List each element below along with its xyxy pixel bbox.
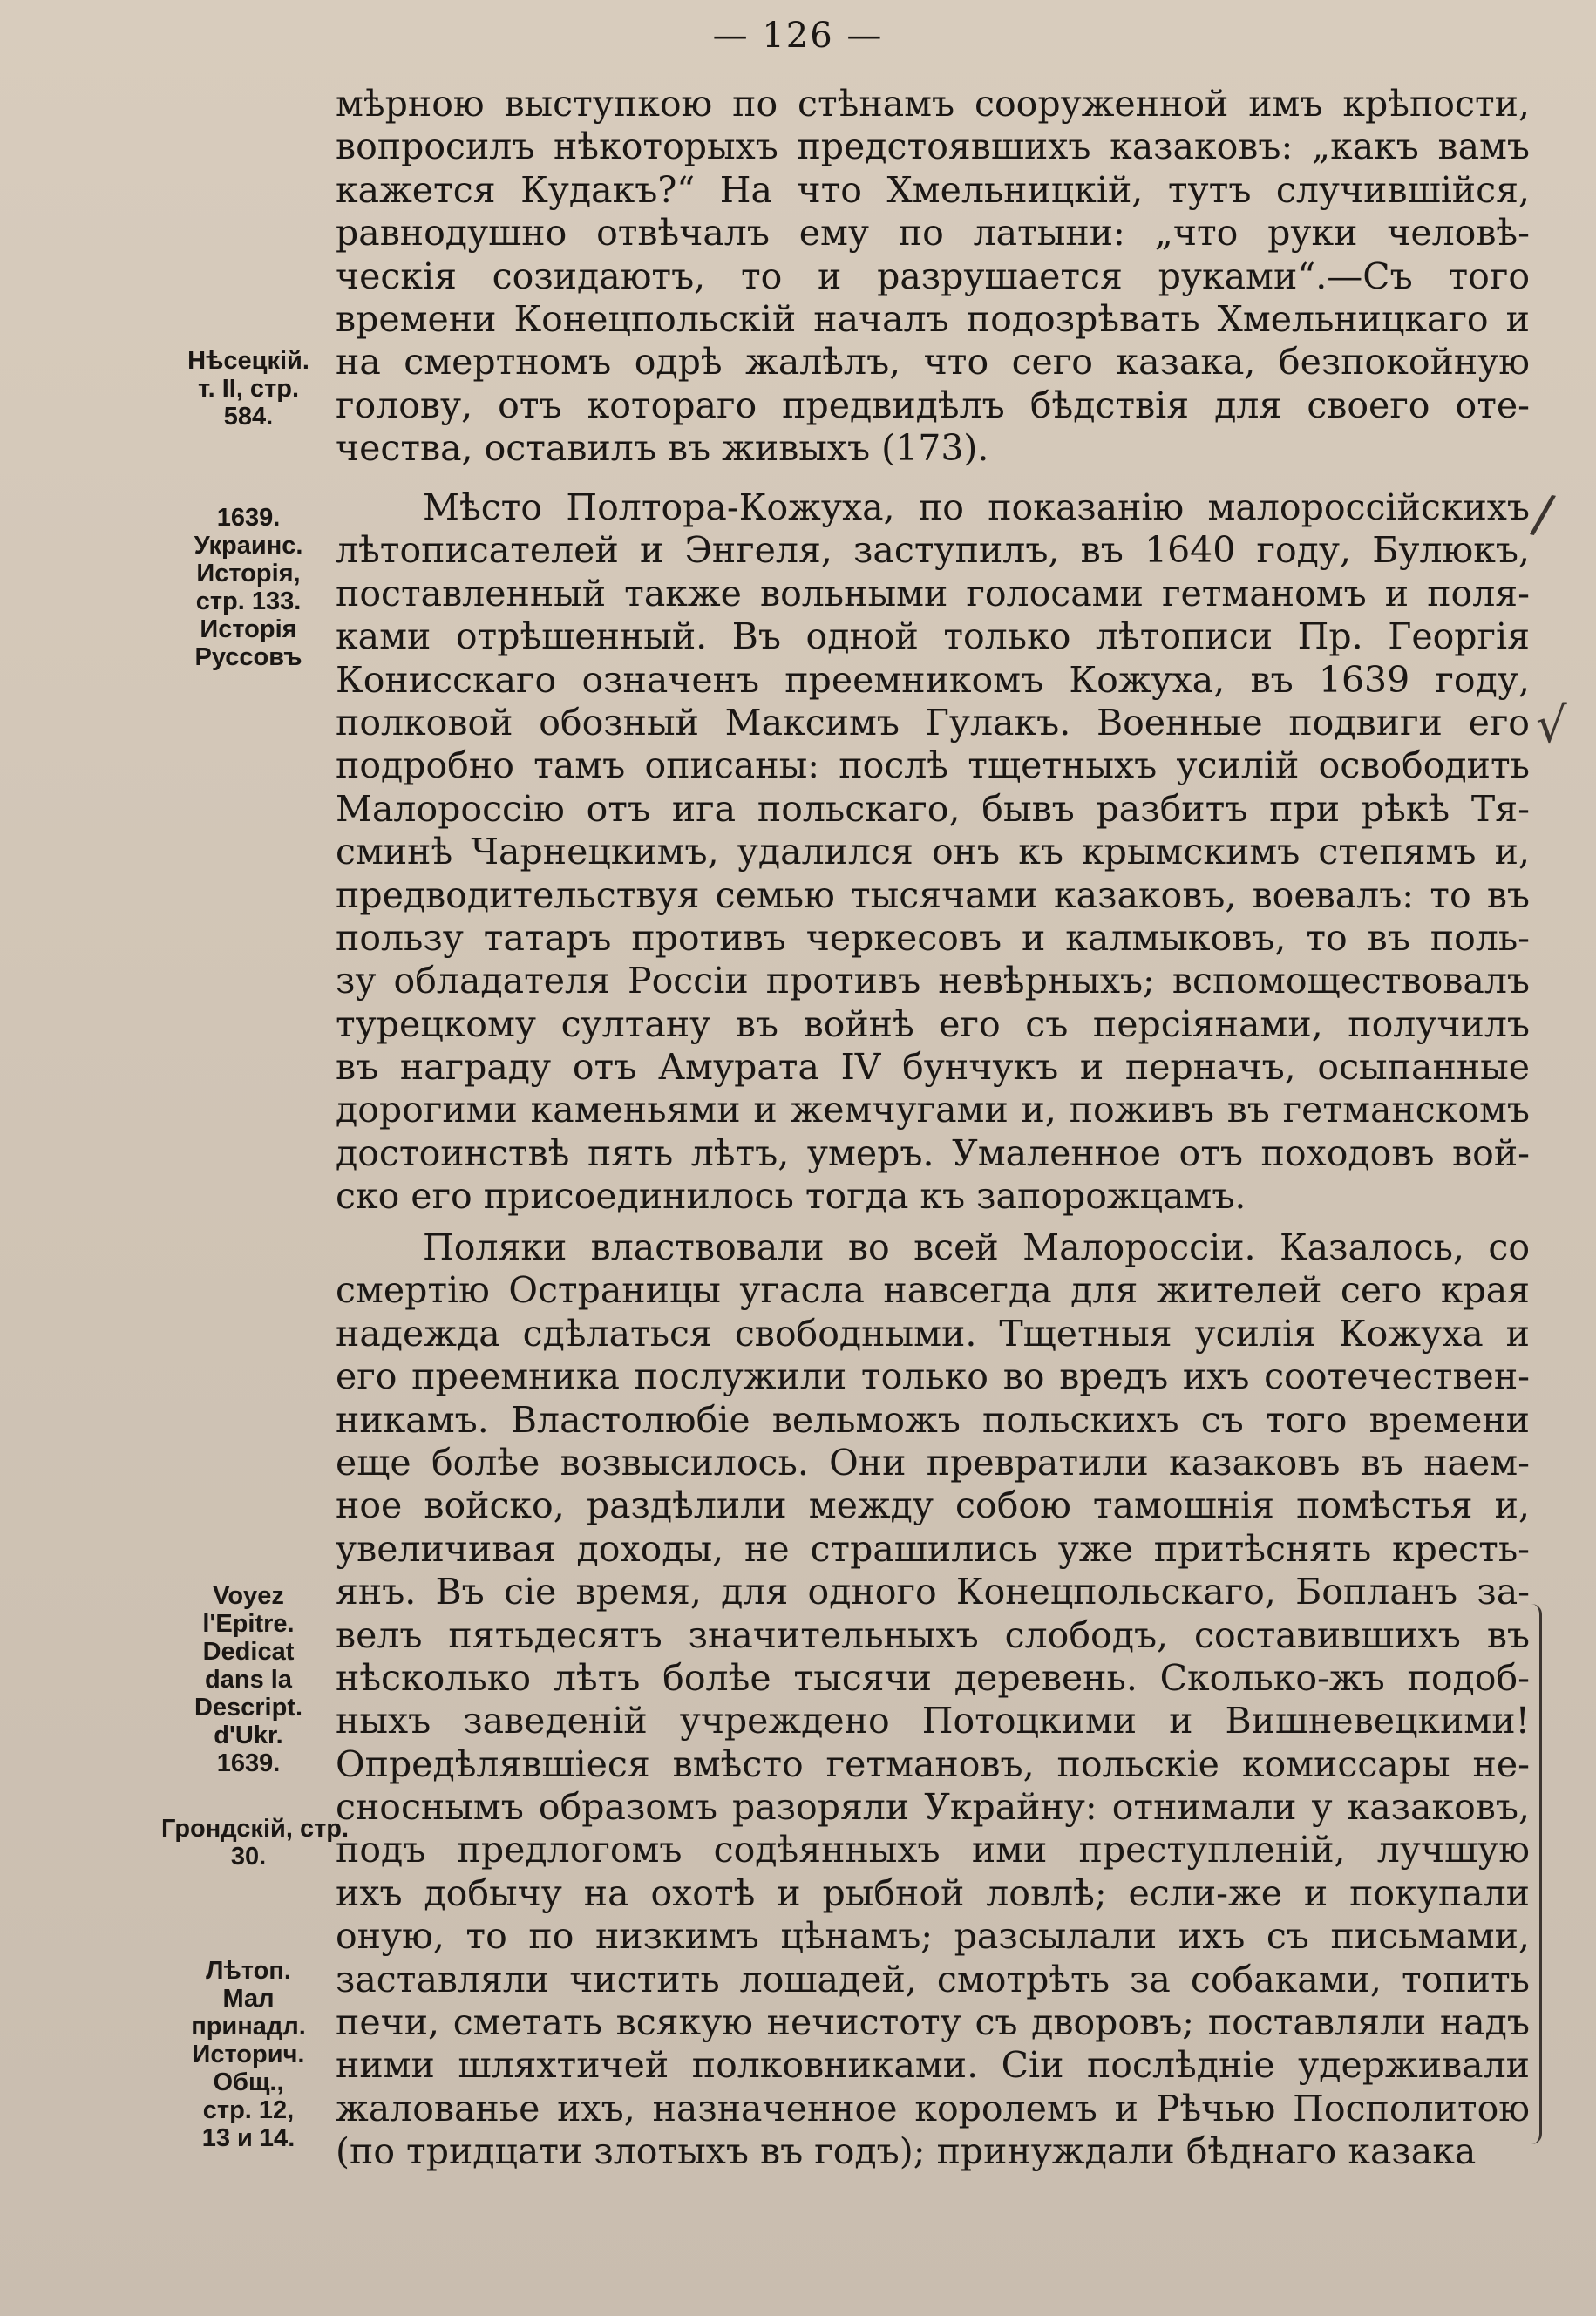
paragraph-3	[336, 1226, 1530, 2174]
text-line: заставляли чистить лошадей, смотрѣть за собаками, топить	[336, 1958, 1530, 2000]
text-line: турецкому султану въ войнѣ его съ персіянами, получилъ	[336, 1002, 1530, 1045]
text-line: времени Конецпольскій началъ подозрѣвать Хмельницкаго и	[336, 297, 1530, 340]
margin-note-line: 1639.	[216, 504, 281, 532]
margin-note-grondsky	[161, 1815, 350, 1871]
margin-note-line: принадл.	[191, 2013, 306, 2041]
text-line: зу обладателя Россіи противъ невѣрныхъ; вспомоществовалъ	[336, 960, 1530, 1002]
text-line: ное войско, раздѣлили между собою тамошнія помѣстья и,	[336, 1484, 1530, 1527]
margin-note-letopis	[161, 1957, 336, 2152]
margin-note-line: Лѣтоп.	[206, 1957, 291, 1985]
text-line: ними шляхтичей полковниками. Сіи послѣдніе удерживали	[336, 2044, 1530, 2087]
text-line: полковой обозный Максимъ Гулакъ. Военные подвиги его	[336, 701, 1530, 744]
text-line: на смертномъ одрѣ жалѣлъ, что сего казака, безпокойную	[336, 341, 1530, 384]
text-line: мѣрною выступкою по стѣнамъ сооруженной имъ крѣпости,	[336, 83, 1530, 125]
margin-note-line: 1639.	[216, 1749, 281, 1777]
margin-note-line: Voyez	[213, 1582, 284, 1610]
text-line: Поляки властвовали во всей Малороссіи. Казалось, со	[423, 1226, 1530, 1268]
page-number: — 126 —	[712, 16, 884, 56]
margin-note-line: Исторія	[200, 615, 297, 643]
margin-note-nesetsky	[161, 347, 336, 431]
text-line: никамъ. Властолюбіе вельможъ польскихъ съ того времени	[336, 1398, 1530, 1441]
text-line: еще болѣе возвысилось. Они превратили казаковъ въ наем-	[336, 1441, 1530, 1484]
margin-note-line: Грондскій, стр.	[161, 1815, 350, 1843]
text-line: оную, то по низкимъ цѣнамъ; разсылали ихъ съ письмами,	[336, 1915, 1530, 1958]
text-line: Малороссію отъ ига польскаго, бывъ разбитъ при рѣкѣ Тя-	[336, 787, 1530, 830]
margin-note-line: Руссовъ	[194, 643, 302, 671]
text-line: (по тридцати злотыхъ въ годъ); принуждали бѣднаго казака	[336, 2130, 1477, 2173]
text-line: ческія созидаютъ, то и разрушается руками“.—Съ того	[336, 255, 1530, 297]
margin-note-line: стр. 133.	[195, 587, 302, 615]
text-line: предводительствуя семью тысячами казаковъ, воевалъ: то въ	[336, 873, 1530, 916]
pencil-check-mark: √	[1536, 697, 1567, 754]
text-line: янъ. Въ сіе время, для одного Конецпольскаго, Бопланъ за-	[336, 1571, 1530, 1613]
margin-note-line: Украинс.	[194, 532, 303, 560]
text-line: Конисскаго означенъ преемникомъ Кожуха, въ 1639 году,	[336, 658, 1530, 701]
margin-note-line: 13 и 14.	[201, 2124, 295, 2152]
text-line: Опредѣлявшіеся вмѣсто гетмановъ, польскіе комиссары не-	[336, 1742, 1530, 1785]
pencil-slash-mark: /	[1527, 482, 1559, 547]
text-line: поставленный также вольными голосами гетманомъ и поля-	[336, 572, 1530, 615]
margin-note-line: Историч.	[192, 2041, 305, 2068]
pencil-margin-bracket	[1531, 1604, 1542, 2144]
margin-note-line: Мал	[222, 1985, 275, 2013]
text-line: его преемника послужили только во вредъ ихъ соотечествен-	[336, 1355, 1530, 1398]
text-line: сноснымъ образомъ разоряли Украйну: отнимали у казаковъ,	[336, 1786, 1530, 1829]
text-line: жалованье ихъ, назначенное королемъ и Рѣчью Посполитою	[336, 2087, 1530, 2129]
margin-note-line: стр. 12,	[202, 2096, 295, 2124]
margin-note-ukraine-history	[161, 504, 336, 671]
margin-note-line: Общ.,	[213, 2068, 284, 2096]
margin-note-line: 584.	[223, 403, 274, 431]
text-line: дорогими каменьями и жемчугами и, поживъ въ гетманскомъ	[336, 1089, 1530, 1131]
text-line: печи, сметать всякую нечистоту съ дворовъ; поставляли надъ	[336, 2001, 1530, 2044]
text-line: вопросилъ нѣкоторыхъ предстоявшихъ казаковъ: „какъ вамъ	[336, 126, 1530, 168]
margin-note-line: dans la	[205, 1666, 292, 1694]
text-line: ско его присоединилось тогда къ запорожцамъ.	[336, 1175, 1246, 1218]
margin-note-line: Исторія,	[196, 560, 301, 587]
text-line: ихъ добычу на охотѣ и рыбной ловлѣ; если-же и покупали	[336, 1871, 1530, 1914]
text-line: въ награду отъ Амурата IV бунчукъ и перначъ, осыпанные	[336, 1046, 1530, 1089]
text-line: равнодушно отвѣчалъ ему по латыни: „что руки человѣ-	[336, 212, 1530, 255]
margin-note-line: Descript.	[194, 1694, 303, 1722]
text-line: ками отрѣшенный. Въ одной только лѣтописи Пр. Георгія	[336, 615, 1530, 658]
text-line: смертію Остраницы угасла навсегда для жителей сего края	[336, 1269, 1530, 1312]
margin-note-line: l'Epitre.	[202, 1610, 295, 1638]
text-line: нѣсколько лѣтъ болѣе тысячи деревень. Сколько-жъ подоб-	[336, 1656, 1530, 1699]
text-line: достоинствѣ пять лѣтъ, умеръ. Умаленное отъ походовъ вой-	[336, 1131, 1530, 1174]
text-line: увеличивая доходы, не страшились уже притѣснять кресть-	[336, 1527, 1530, 1570]
text-line: ныхъ заведеній учреждено Потоцкими и Вишневецкими!	[336, 1700, 1530, 1742]
text-line: подъ предлогомъ содѣянныхъ ими преступленій, лучшую	[336, 1829, 1530, 1871]
paragraph-1	[336, 83, 1530, 471]
text-line: кажется Кудакъ?“ На что Хмельницкій, тутъ случившійся,	[336, 168, 1530, 211]
text-line: велъ пятьдесятъ значительныхъ слободъ, составившихъ въ	[336, 1613, 1530, 1656]
paragraph-2	[336, 486, 1530, 1219]
text-line: сминѣ Чарнецкимъ, удалился онъ къ крымскимъ степямъ и,	[336, 831, 1530, 873]
text-line: пользу татаръ противъ черкесовъ и калмыковъ, то въ поль-	[336, 916, 1530, 959]
text-line: подробно тамъ описаны: послѣ тщетныхъ усилій освободить	[336, 744, 1530, 787]
text-line: надежда сдѣлаться свободными. Тщетныя усилія Кожуха и	[336, 1312, 1530, 1355]
text-line: лѣтописателей и Энгеля, заступилъ, въ 1640 году, Булюкъ,	[336, 529, 1530, 572]
margin-note-line: 30.	[230, 1843, 267, 1871]
margin-note-voyez	[161, 1582, 336, 1777]
margin-note-line: т. II, стр.	[197, 375, 300, 403]
text-line: чества, оставилъ въ живыхъ (173).	[336, 427, 989, 470]
margin-note-line: Нѣсецкій.	[187, 347, 309, 375]
text-line: Мѣсто Полтора-Кожуха, по показанію малороссійскихъ	[423, 486, 1530, 528]
margin-note-line: Dedicat	[202, 1638, 295, 1666]
text-line: голову, отъ котораго предвидѣлъ бѣдствія для своего оте-	[336, 384, 1530, 426]
margin-note-line: d'Ukr.	[214, 1722, 283, 1749]
